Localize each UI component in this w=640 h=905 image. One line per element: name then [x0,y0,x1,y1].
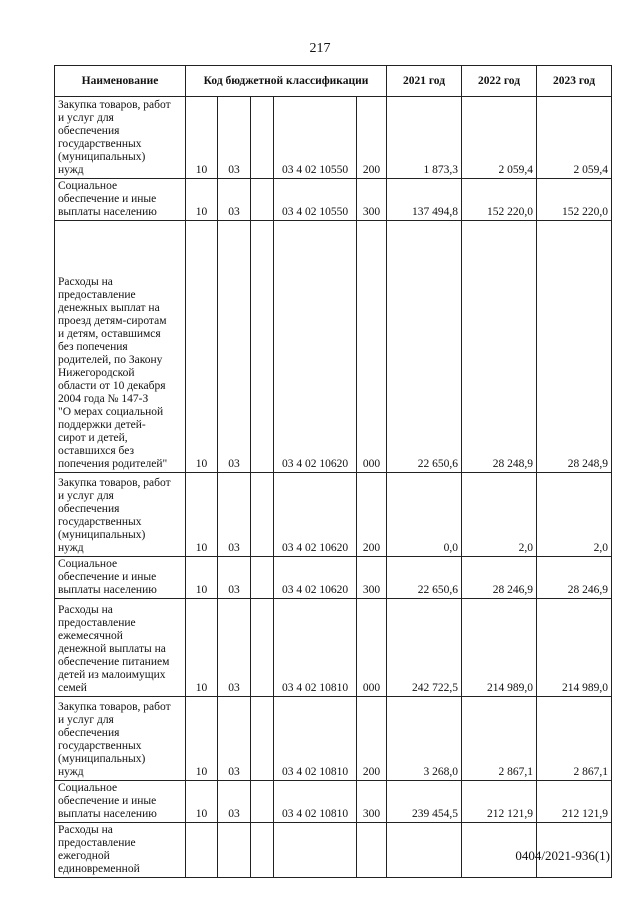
row-name: Закупка товаров, работ и услуг для обеспечения государственных (муниципальных) нужд [55,473,186,557]
value-2021: 239 454,5 [387,781,462,823]
section-code: 10 [186,221,218,473]
value-2022: 212 121,9 [462,781,537,823]
value-2022: 2 867,1 [462,697,537,781]
value-2023: 2 867,1 [537,697,612,781]
value-2022: 152 220,0 [462,179,537,221]
expense-type-code: 300 [357,557,387,599]
value-2021: 1 873,3 [387,97,462,179]
table-row [55,221,612,473]
section-code: 10 [186,781,218,823]
target-article-code: 03 4 02 10810 [274,781,357,823]
value-2021: 22 650,6 [387,557,462,599]
section-code: 10 [186,473,218,557]
empty-cell [251,557,274,599]
empty-cell [251,97,274,179]
value-2023: 2,0 [537,473,612,557]
header-2023: 2023 год [537,66,612,97]
empty-cell [251,781,274,823]
value-2021: 22 650,6 [387,221,462,473]
table-row [55,599,612,697]
section-code: 10 [186,599,218,697]
value-2021 [387,823,462,878]
empty-cell [251,823,274,878]
subsection-code: 03 [218,697,251,781]
value-2023: 2 059,4 [537,97,612,179]
target-article-code [274,823,357,878]
value-2022: 28 246,9 [462,557,537,599]
empty-cell [251,599,274,697]
table-row [55,473,612,557]
expense-type-code [357,823,387,878]
section-code [186,823,218,878]
expense-type-code: 000 [357,599,387,697]
target-article-code: 03 4 02 10620 [274,473,357,557]
table-row [55,179,612,221]
target-article-code: 03 4 02 10810 [274,697,357,781]
subsection-code: 03 [218,781,251,823]
expense-type-code: 200 [357,697,387,781]
expense-type-code: 200 [357,473,387,557]
table-header-row [55,66,612,97]
subsection-code: 03 [218,179,251,221]
expense-type-code: 300 [357,179,387,221]
target-article-code: 03 4 02 10620 [274,221,357,473]
expense-type-code: 300 [357,781,387,823]
row-name: Социальное обеспечение и иные выплаты населению [55,781,186,823]
document-code: 0404/2021-936(1) [515,848,610,863]
value-2021: 137 494,8 [387,179,462,221]
value-2023: 152 220,0 [537,179,612,221]
target-article-code: 03 4 02 10550 [274,179,357,221]
empty-cell [251,697,274,781]
expense-type-code: 200 [357,97,387,179]
subsection-code [218,823,251,878]
subsection-code: 03 [218,97,251,179]
row-name: Расходы на предоставление денежных выплат на проезд детям-сиротам и детям, оставшимся без попечения родителей, по Закону Нижегородской области от 10 декабря 2004 года № 147-З "О мерах социальной поддержки детей- сирот и детей, оставшихся без попечения родителей" [55,221,186,473]
header-classification: Код бюджетной классификации [186,66,387,97]
subsection-code: 03 [218,221,251,473]
row-name: Социальное обеспечение и иные выплаты населению [55,179,186,221]
header-name: Наименование [55,66,186,97]
budget-table [54,65,612,878]
table-row [55,97,612,179]
row-name: Расходы на предоставление ежемесячной денежной выплаты на обеспечение питанием детей из малоимущих семей [55,599,186,697]
value-2023: 28 248,9 [537,221,612,473]
table-row [55,557,612,599]
section-code: 10 [186,557,218,599]
expense-type-code: 000 [357,221,387,473]
row-name: Расходы на предоставление ежегодной единовременной [55,823,186,878]
target-article-code: 03 4 02 10620 [274,557,357,599]
subsection-code: 03 [218,473,251,557]
value-2021: 3 268,0 [387,697,462,781]
header-2022: 2022 год [462,66,537,97]
value-2023: 28 246,9 [537,557,612,599]
page-number: 217 [309,41,331,56]
value-2021: 0,0 [387,473,462,557]
header-2021: 2021 год [387,66,462,97]
target-article-code: 03 4 02 10550 [274,97,357,179]
value-2022: 214 989,0 [462,599,537,697]
subsection-code: 03 [218,599,251,697]
value-2023: 214 989,0 [537,599,612,697]
row-name: Закупка товаров, работ и услуг для обеспечения государственных (муниципальных) нужд [55,97,186,179]
empty-cell [251,473,274,557]
table-row [55,781,612,823]
value-2022: 2 059,4 [462,97,537,179]
value-2021: 242 722,5 [387,599,462,697]
empty-cell [251,179,274,221]
section-code: 10 [186,697,218,781]
row-name: Социальное обеспечение и иные выплаты населению [55,557,186,599]
value-2023: 212 121,9 [537,781,612,823]
target-article-code: 03 4 02 10810 [274,599,357,697]
empty-cell [251,221,274,473]
subsection-code: 03 [218,557,251,599]
table-row [55,697,612,781]
section-code: 10 [186,97,218,179]
section-code: 10 [186,179,218,221]
value-2022: 28 248,9 [462,221,537,473]
row-name: Закупка товаров, работ и услуг для обеспечения государственных (муниципальных) нужд [55,697,186,781]
value-2022: 2,0 [462,473,537,557]
